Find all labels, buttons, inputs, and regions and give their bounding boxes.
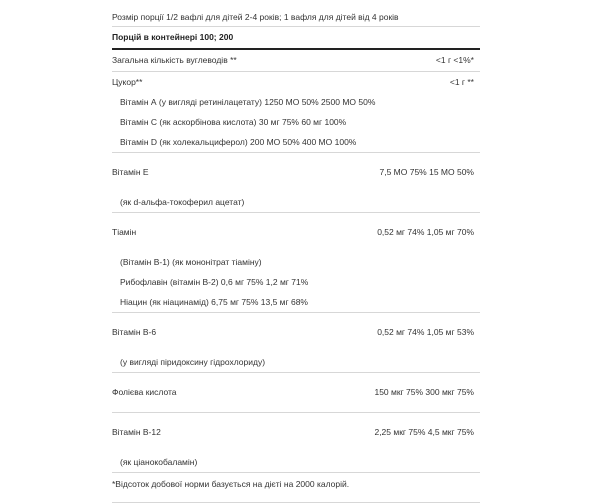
folic-acid-value: 150 мкг 75% 300 мкг 75% [374,387,474,397]
footnote-text: *Відсоток добової норми базується на дієті на 2000 калорій. [112,479,350,489]
vitamin-d-row [112,132,480,153]
thiamin-label: Тіамін [112,227,137,237]
vitamin-b12-form-row [112,452,480,473]
thiamin-form-row [112,252,480,272]
vitamin-e-label: Вітамін Е [112,167,149,177]
footnote-row [112,473,480,503]
niacin-label: Ніацин (як ніацинамід) 6,75 мг 75% 13,5 мг 68% [120,296,308,307]
vitamin-c-label: Вітамін С (як аскорбінова кислота) 30 мг 75% 60 мг 100% [120,116,347,127]
vitamin-e-form-row [112,192,480,213]
vitamin-a-label: Вітамін А (у вигляді ретинілацетату) 1250 МО 50% 2500 МО 50% [120,96,376,107]
vitamin-b12-form-label: (як ціанокобаламін) [120,456,198,467]
serving-size-text: Розмір порції 1/2 вафлі для дітей 2-4 років; 1 вафля для дітей від 4 років [112,11,399,22]
vitamin-b6-value: 0,52 мг 74% 1,05 мг 53% [377,327,474,337]
vitamin-b6-form-row [112,352,480,373]
thiamin-row [112,213,480,252]
vitamin-c-row [112,112,480,132]
riboflavin-label: Рибофлавін (вітамін В-2) 0,6 мг 75% 1,2 мг 71% [120,276,309,287]
servings-per-container-row [112,27,480,50]
vitamin-e-value: 7,5 МО 75% 15 МО 50% [379,167,474,177]
vitamin-b6-label: Вітамін В-6 [112,327,157,337]
vitamin-b12-label: Вітамін В-12 [112,427,161,437]
vitamin-b12-value: 2,25 мкг 75% 4,5 мкг 75% [374,427,474,437]
thiamin-form-label: (Вітамін В-1) (як мононітрат тіаміну) [120,256,262,267]
folic-acid-row [112,373,480,413]
serving-size-row [112,8,480,27]
sugar-label: Цукор** [112,76,143,87]
vitamin-b12-row [112,413,480,452]
vitamin-b6-form-label: (у вигляді піридоксину гідрохлориду) [120,356,266,367]
riboflavin-row [112,272,480,292]
servings-per-container-text: Порцій в контейнері 100; 200 [112,32,234,42]
thiamin-value: 0,52 мг 74% 1,05 мг 70% [377,227,474,237]
niacin-row [112,292,480,313]
nutrition-facts-table [112,8,480,503]
vitamin-e-form-label: (як d-альфа-токоферил ацетат) [120,196,245,207]
vitamin-b6-row [112,313,480,352]
carbohydrates-label: Загальна кількість вуглеводів ** [112,55,237,65]
vitamin-e-row [112,153,480,192]
sugar-row [112,72,480,92]
carbohydrates-row [112,50,480,72]
vitamin-a-row [112,92,480,112]
vitamin-d-label: Вітамін D (як холекальциферол) 200 МО 50% 400 МО 100% [120,136,357,147]
folic-acid-label: Фолієва кислота [112,387,177,397]
sugar-value: <1 г ** [449,76,474,87]
carbohydrates-value: <1 г <1%* [435,55,474,65]
